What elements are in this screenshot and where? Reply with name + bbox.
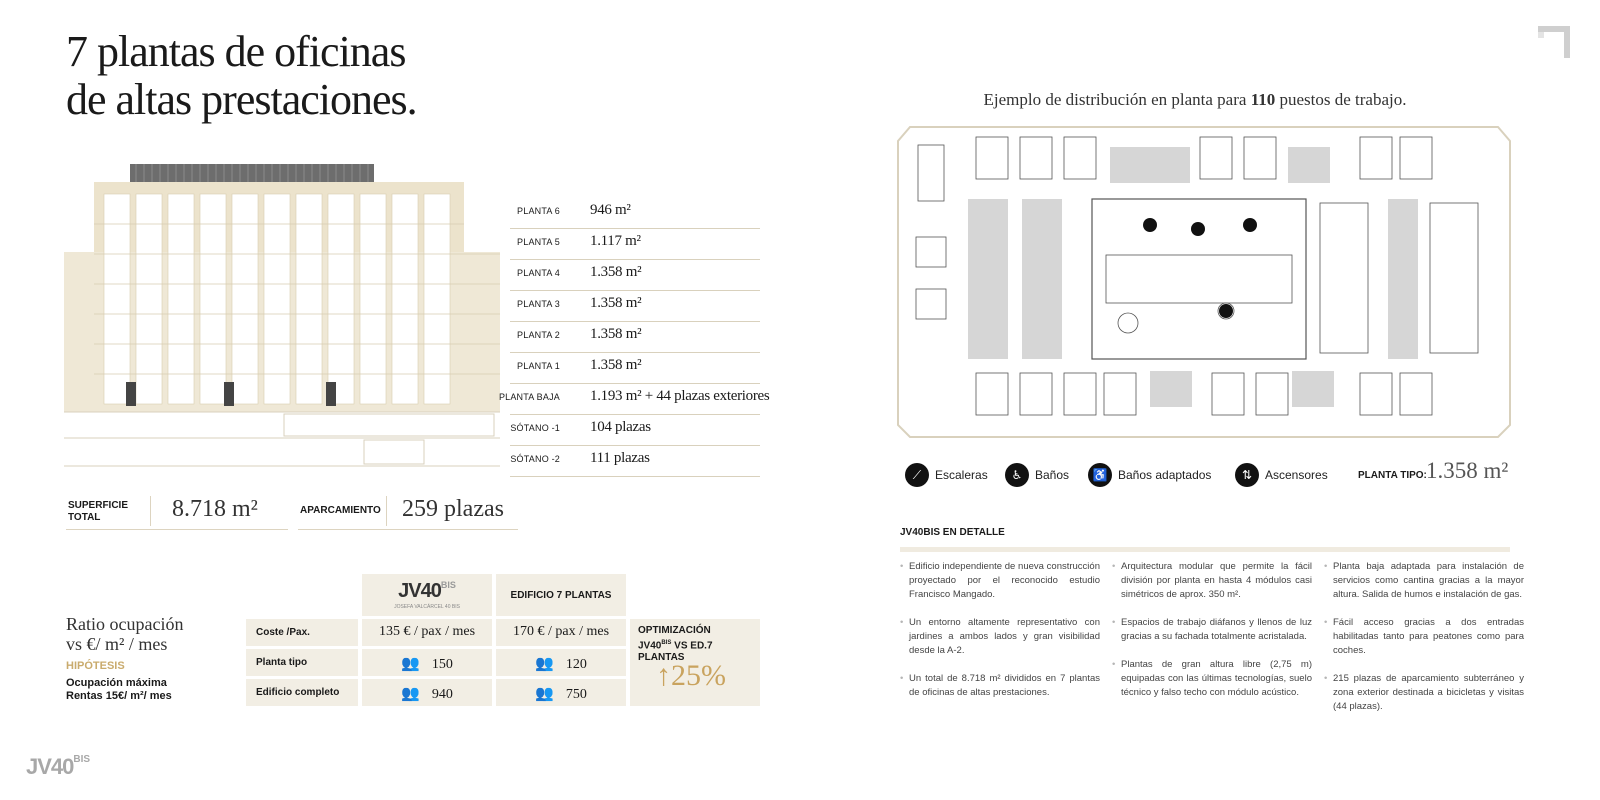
- optimization-label-line-1: OPTIMIZACIÓN: [638, 625, 711, 636]
- floor-row: [510, 229, 760, 260]
- superficie-value: 8.718 m²: [172, 496, 258, 522]
- detail-column-1: [900, 560, 1100, 714]
- hipotesis-text-line-1: Ocupación máxima: [66, 677, 167, 689]
- ratio-title-line-1: Ratio ocupación: [66, 614, 184, 634]
- floor-row: [498, 384, 770, 415]
- people-icon: 👥: [401, 656, 420, 672]
- floor-row: [510, 322, 760, 353]
- ed7-planta-value: 120: [565, 657, 587, 672]
- row-label: Coste /Pax.: [256, 627, 310, 638]
- floor-value: 946 m²: [590, 202, 631, 218]
- detail-bullet: • Edificio independiente de nueva construcción proyectado por el reconocido estudio Francisco Mangado.: [900, 560, 1100, 602]
- footer-logo-bis: BIS: [73, 754, 91, 765]
- opt-vs: VS ED.7 PLANTAS: [638, 640, 713, 664]
- legend-label: Escaleras: [935, 468, 988, 482]
- floor-value: 1.117 m²: [590, 233, 641, 249]
- jv-cost-value: 135 € / pax / mes: [378, 624, 476, 639]
- floor-name: PLANTA 2: [517, 330, 560, 340]
- plan-title: [900, 90, 1490, 110]
- people-icon: 👥: [401, 686, 420, 702]
- elevator-icon: ⇅: [1235, 463, 1259, 487]
- legend-item-wheelchair: [1088, 462, 1211, 488]
- floor-row: [510, 291, 760, 322]
- restroom-icon: ♿︎: [1005, 463, 1029, 487]
- hipotesis-text-line-2: Rentas 15€/ m²/ mes: [66, 690, 172, 702]
- page-title-line-1: 7 plantas de oficinas: [66, 27, 406, 76]
- plan-title-post: puestos de trabajo.: [1279, 90, 1407, 109]
- logo-subtitle: JOSEFA VALCÁRCEL 40 BIS: [394, 604, 460, 610]
- corner-mark-icon: [1538, 26, 1570, 58]
- footer-logo: [26, 754, 90, 780]
- floor-row: [510, 415, 760, 446]
- floor-name: PLANTA 3: [517, 299, 560, 309]
- floor-value: 1.193 m² + 44 plazas exteriores: [590, 388, 770, 404]
- table-cell: [362, 649, 492, 676]
- summary-divider: [150, 496, 151, 526]
- table-cell: [362, 679, 492, 706]
- jv40bis-header-cell: [362, 574, 492, 616]
- floor-value: 1.358 m²: [590, 264, 642, 280]
- detail-bullet: • Espacios de trabajo diáfanos y llenos de luz gracias a su fachada totalmente acristalada.: [1112, 616, 1312, 644]
- ed7-edificio-value: 750: [565, 687, 587, 702]
- ratio-title-line-2: vs €/ m² / mes: [66, 634, 168, 654]
- logo-jv: JV40: [398, 580, 441, 602]
- footer-logo-jv: JV40: [26, 754, 74, 779]
- table-cell: [496, 619, 626, 646]
- legend-label: Baños adaptados: [1118, 468, 1212, 482]
- floor-value: 104 plazas: [590, 419, 651, 435]
- detail-bullet: • Arquitectura modular que permite la fácil división por planta en hasta 4 módulos casi simétricos de aprox. 350 m².: [1112, 560, 1312, 602]
- planta-tipo-value: 1.358 m²: [1426, 458, 1509, 483]
- hipotesis-text: [66, 677, 172, 703]
- table-cell: [362, 619, 492, 646]
- arrow-up-icon: ↑: [656, 659, 671, 692]
- floor-row: [510, 260, 760, 291]
- legend-item-stairs: [905, 462, 988, 488]
- floor-value: 1.358 m²: [590, 295, 642, 311]
- table-row-label-cell: [246, 619, 358, 646]
- ed7-cost-value: 170 € / pax / mes: [512, 624, 610, 639]
- superficie-label: [68, 500, 128, 524]
- floor-name: PLANTA 5: [517, 237, 560, 247]
- floor-name: PLANTA 1: [517, 361, 560, 371]
- optimization-value: [656, 659, 726, 693]
- superficie-label-line-2: TOTAL: [68, 512, 101, 523]
- legend-label: Baños: [1035, 468, 1070, 482]
- row-label: Planta tipo: [256, 657, 308, 668]
- floor-row: [510, 353, 760, 384]
- detail-divider: [900, 547, 1510, 552]
- detail-bullet: • 215 plazas de aparcamiento subterráneo y zona exterior destinada a bicicletas y visitas (44 plazas).: [1324, 672, 1524, 714]
- jv-edificio-value: 940: [431, 687, 453, 702]
- aparcamiento-label: APARCAMIENTO: [300, 505, 381, 516]
- ed7-header-cell: [496, 574, 626, 616]
- floor-value: 1.358 m²: [590, 326, 642, 342]
- hipotesis-label: HIPÓTESIS: [66, 660, 125, 672]
- page-title: [66, 28, 417, 124]
- detail-title: JV40BIS EN DETALLE: [900, 527, 1005, 538]
- ratio-title: [66, 614, 183, 654]
- detail-column-3: [1324, 560, 1524, 728]
- page-title-line-2: de altas prestaciones.: [66, 75, 417, 124]
- detail-bullet: • Un total de 8.718 m² divididos en 7 plantas de oficinas de altas prestaciones.: [900, 672, 1100, 700]
- ed7-header-label: EDIFICIO 7 PLANTAS: [510, 590, 612, 601]
- detail-bullet: • Fácil acceso gracias a dos entradas habilitadas tanto para peatones como para coches.: [1324, 616, 1524, 658]
- wheelchair-icon: ♿: [1088, 463, 1112, 487]
- legend-item-elevator: [1235, 462, 1328, 488]
- summary-divider: [386, 496, 387, 526]
- floor-row: [510, 446, 760, 477]
- floor-name: SÓTANO -2: [510, 454, 560, 464]
- building-facade-illustration: [64, 152, 500, 482]
- table-row-label-cell: [246, 679, 358, 706]
- jv40bis-logo: [362, 580, 492, 603]
- opt-jv: JV40: [638, 640, 662, 652]
- optimization-cell: [630, 619, 760, 706]
- floor-name: PLANTA BAJA: [498, 392, 560, 402]
- table-cell: [496, 679, 626, 706]
- summary-underline: [66, 529, 288, 530]
- opt-bis: BIS: [661, 640, 672, 646]
- stairs-icon: ⟋: [905, 463, 929, 487]
- people-icon: 👥: [535, 686, 554, 702]
- superficie-label-line-1: SUPERFICIE: [68, 500, 129, 511]
- plan-title-number: 110: [1250, 90, 1276, 109]
- floor-row: [510, 198, 760, 229]
- detail-bullet: • Un entorno altamente representativo con jardines a ambos lados y gran visibilidad desde la A-2.: [900, 616, 1100, 658]
- planta-tipo-label: PLANTA TIPO:: [1358, 470, 1427, 481]
- detail-bullet: • Planta baja adaptada para instalación de servicios como cantina gracias a la mayor altura. Salida de humos e instalación de gas.: [1324, 560, 1524, 602]
- legend-item-restroom: [1005, 462, 1069, 488]
- floor-value: 1.358 m²: [590, 357, 642, 373]
- summary-underline: [298, 529, 518, 530]
- detail-bullet: • Plantas de gran altura libre (2,75 m) equipadas con las últimas tecnologías, suelo técnico y falso techo con módulo acústico.: [1112, 658, 1312, 700]
- people-icon: 👥: [535, 656, 554, 672]
- logo-bis: BIS: [440, 580, 456, 590]
- table-cell: [496, 649, 626, 676]
- floor-value: 111 plazas: [590, 450, 650, 466]
- detail-column-2: [1112, 560, 1312, 714]
- optimization-percent: 25%: [671, 659, 726, 692]
- floor-name: PLANTA 6: [517, 206, 560, 216]
- plan-title-pre: Ejemplo de distribución en planta para: [983, 90, 1247, 109]
- aparcamiento-value: 259 plazas: [402, 496, 504, 522]
- floor-plan-illustration: [896, 125, 1512, 445]
- table-row-label-cell: [246, 649, 358, 676]
- jv-planta-value: 150: [431, 657, 453, 672]
- floor-name: SÓTANO -1: [510, 423, 560, 433]
- row-label: Edificio completo: [256, 687, 340, 698]
- floor-name: PLANTA 4: [517, 268, 560, 278]
- legend-label: Ascensores: [1265, 468, 1328, 482]
